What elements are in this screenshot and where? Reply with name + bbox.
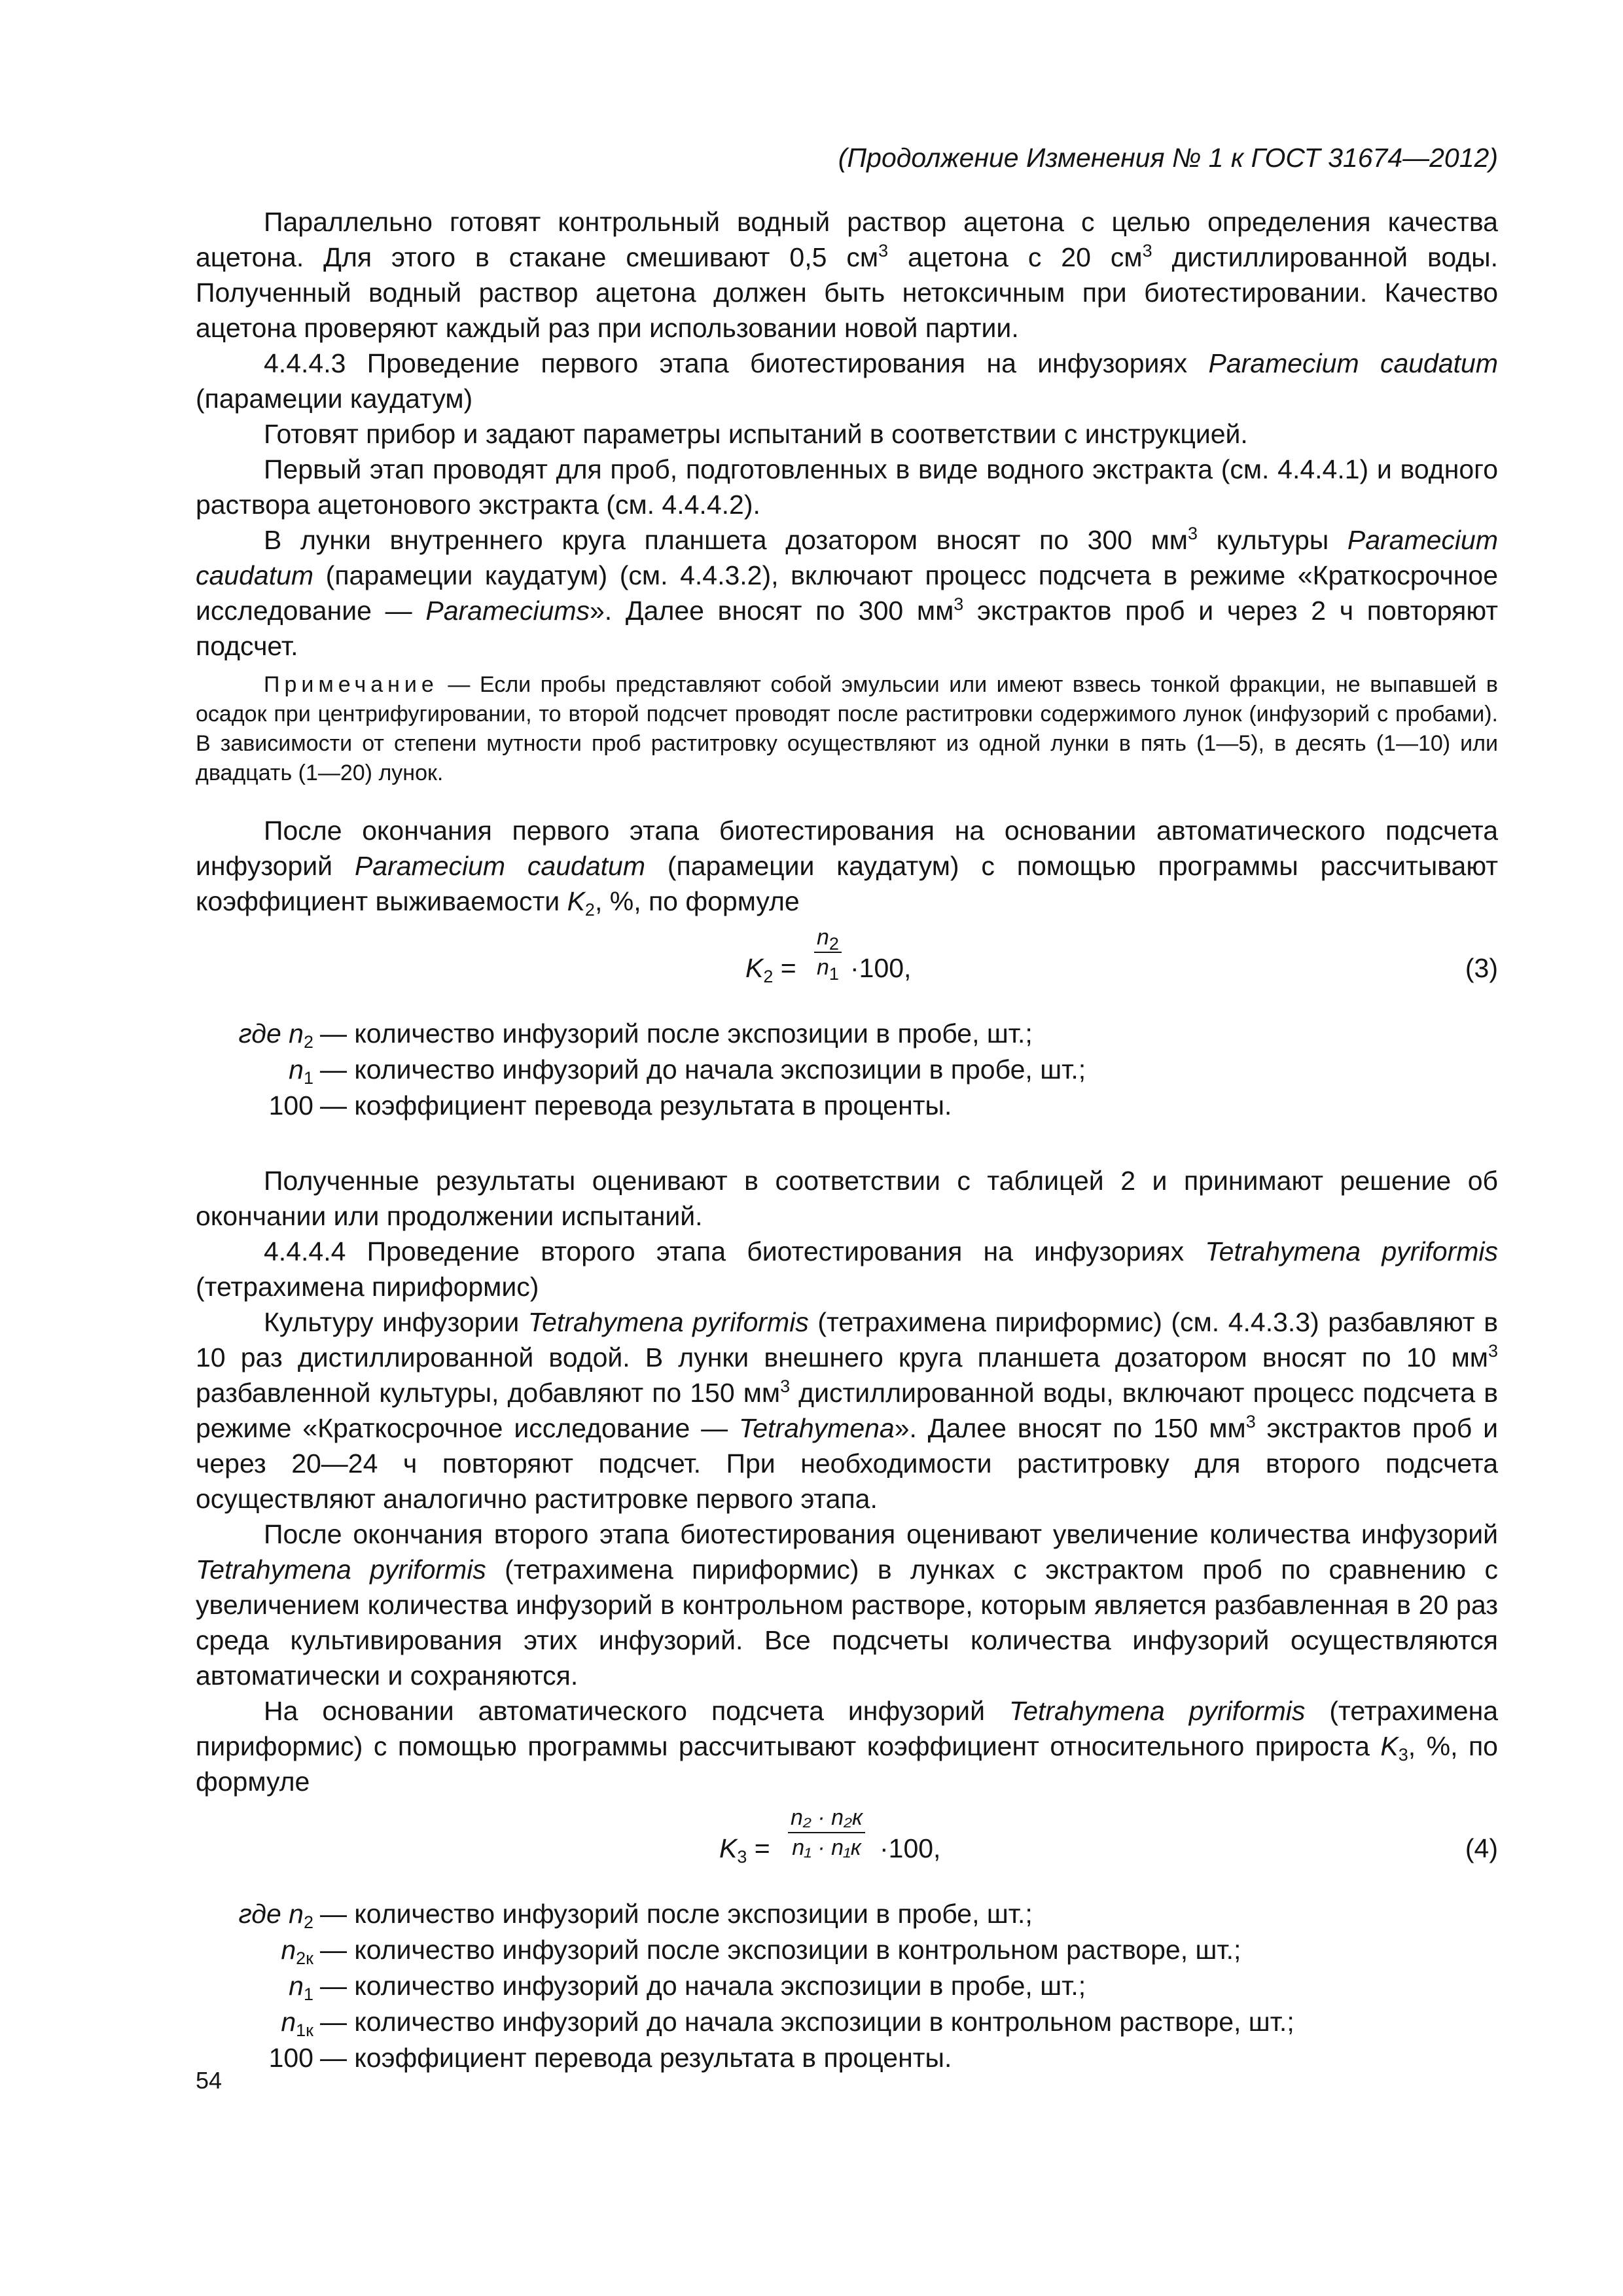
section-heading-4-4-4-3: 4.4.4.3 Проведение первого этапа биотестирования на инфузориях Paramecium caudatum (парамеции каудатум) xyxy=(196,348,1498,414)
note-paragraph: Примечание — Если пробы представляют собой эмульсии или имеют взвесь тонкой фракции, не выпавшей в осадок при центрифугировании, то второй подсчет проводят после раститровки содержимого лунок (инфузорий с пробами). В зависимости от степени мутности проб раститровку осуществляют из одной лунки в пять (1—5), в десять (1—10) или двадцать (1—20) лунок. xyxy=(196,672,1498,785)
definition-row: где $n_2$ — количество инфузорий после экспозиции в пробе, шт.; xyxy=(238,1018,1033,1052)
formula-4 xyxy=(196,1804,1498,1903)
paragraph-second-stage: После окончания второго этапа биотестирования оценивают увеличение количества инфузорий Tetrahymena pyriformis (тетрахимена пириформис) в лунках с экстрактом проб по сравнению с увеличением количества инфузорий в контрольном растворе, которым является разбавленная в 20 раз среда культивирования этих инфузорий. Все подсчеты количества инфузорий осуществляются автоматически и сохраняются. xyxy=(196,1519,1499,1691)
formula-4-lhs: $K_3$ = xyxy=(719,1833,770,1867)
paragraph-survival-coefficient: После окончания первого этапа биотестирования на основании автоматического подсчета инфузорий Paramecium caudatum (парамеции каудатум) с помощью программы рассчитывают коэффициент выживаемости $K_2$, %, по формуле xyxy=(196,816,1498,920)
definition-row: $n_1$ — количество инфузорий до начала экспозиции в пробе, шт.; xyxy=(289,1971,1086,2004)
paragraph-prepare-device: Готовят прибор и задают параметры испытаний в соответствии с инструкцией. xyxy=(264,419,1248,449)
formula-4-rhs: ·100, xyxy=(880,1833,941,1863)
running-header: (Продолжение Изменения № 1 к ГОСТ 31674—2012) xyxy=(838,143,1498,173)
paragraph-first-stage: Первый этап проводят для проб, подготовленных в виде водного экстракта (см. 4.4.4.1) и водного раствора ацетонового экстракта (см. 4.4.4.2). xyxy=(196,454,1498,520)
definition-row: 100 — коэффициент перевода результата в проценты. xyxy=(268,1090,952,1121)
formula-4-definitions xyxy=(196,1896,1498,2076)
definition-row: 100 — коэффициент перевода результата в проценты. xyxy=(268,2043,952,2073)
definition-row: $n_1$ — количество инфузорий до начала экспозиции в пробе, шт.; xyxy=(289,1054,1086,1088)
section-heading-4-4-4-4: 4.4.4.4 Проведение второго этапа биотестирования на инфузориях Tetrahymena pyriformis (тетрахимена пириформис) xyxy=(196,1236,1499,1302)
formula-3-rhs: ·100, xyxy=(850,953,912,983)
definition-row: $n_{1к}$ — количество инфузорий до начала экспозиции в контрольном растворе, шт.; xyxy=(281,2007,1294,2040)
paragraph-results-table: Полученные результаты оценивают в соответствии с таблицей 2 и принимают решение об окончании или продолжении испытаний. xyxy=(196,1166,1498,1231)
definition-row: где $n_2$ — количество инфузорий после экспозиции в пробе, шт.; xyxy=(238,1899,1033,1932)
note-label: Примечание xyxy=(264,672,438,697)
formula-3-lhs: $K_2$ = xyxy=(745,953,796,986)
page-number: 54 xyxy=(196,2067,223,2094)
formula-3 xyxy=(196,924,1498,1022)
formula-3-definitions xyxy=(0,1016,1498,1124)
formula-3-number: (3) xyxy=(1465,953,1498,983)
document-body xyxy=(196,204,1498,2076)
formula-4-number: (4) xyxy=(1465,1833,1498,1863)
paragraph-inner-circle: В лунки внутреннего круга планшета дозатором вносят по 300 $мм^3$ культуры Paramecium caudatum (парамеции каудатум) (см. 4.4.3.2), включают процесс подсчета в режиме «Краткосрочное исследование — Parameciums». Далее вносят по 300 $мм^3$ экстрактов проб и через 2 ч повторяют подсчет. xyxy=(196,524,1498,661)
paragraph-growth-coefficient: На основании автоматического подсчета инфузорий Tetrahymena pyriformis (тетрахимена пириформис) с помощью программы рассчитывают коэффициент относительного прироста $K_3$, %, по формуле xyxy=(196,1696,1499,1797)
definition-row: $n_{2к}$ — количество инфузорий после экспозиции в контрольном растворе, шт.; xyxy=(281,1935,1241,1968)
formula-4-fraction: n₂ · n₂к n₁ · n₁к xyxy=(788,1804,865,1861)
paragraph-culture-dilution: Культуру инфузории Tetrahymena pyriformis (тетрахимена пириформис) (см. 4.4.3.3) разбавляют в 10 раз дистиллированной водой. В лунки внешнего круга планшета дозатором вносят по 10 $мм^3$ разбавленной культуры, добавляют по 150 $мм^3$ дистиллированной воды, включают процесс подсчета в режиме «Краткосрочное исследование — Tetrahymena». Далее вносят по 150 $мм^3$ экстрактов проб и через 20—24 ч повторяют подсчет. При необходимости раститровку для второго подсчета осуществляют аналогично раститровке первого этапа. xyxy=(196,1307,1498,1514)
formula-3-fraction: $\frac{n_2}{n_1}$ xyxy=(814,924,842,980)
paragraph-control-solution: Параллельно готовят контрольный водный раствор ацетона с целью определения качества ацетона. Для этого в стакане смешивают 0,5 $см^3$ ацетона с 20 $см^3$ дистиллированной воды. Полученный водный раствор ацетона должен быть нетоксичным при биотестировании. Качество ацетона проверяют каждый раз при использовании новой партии. xyxy=(196,207,1499,343)
